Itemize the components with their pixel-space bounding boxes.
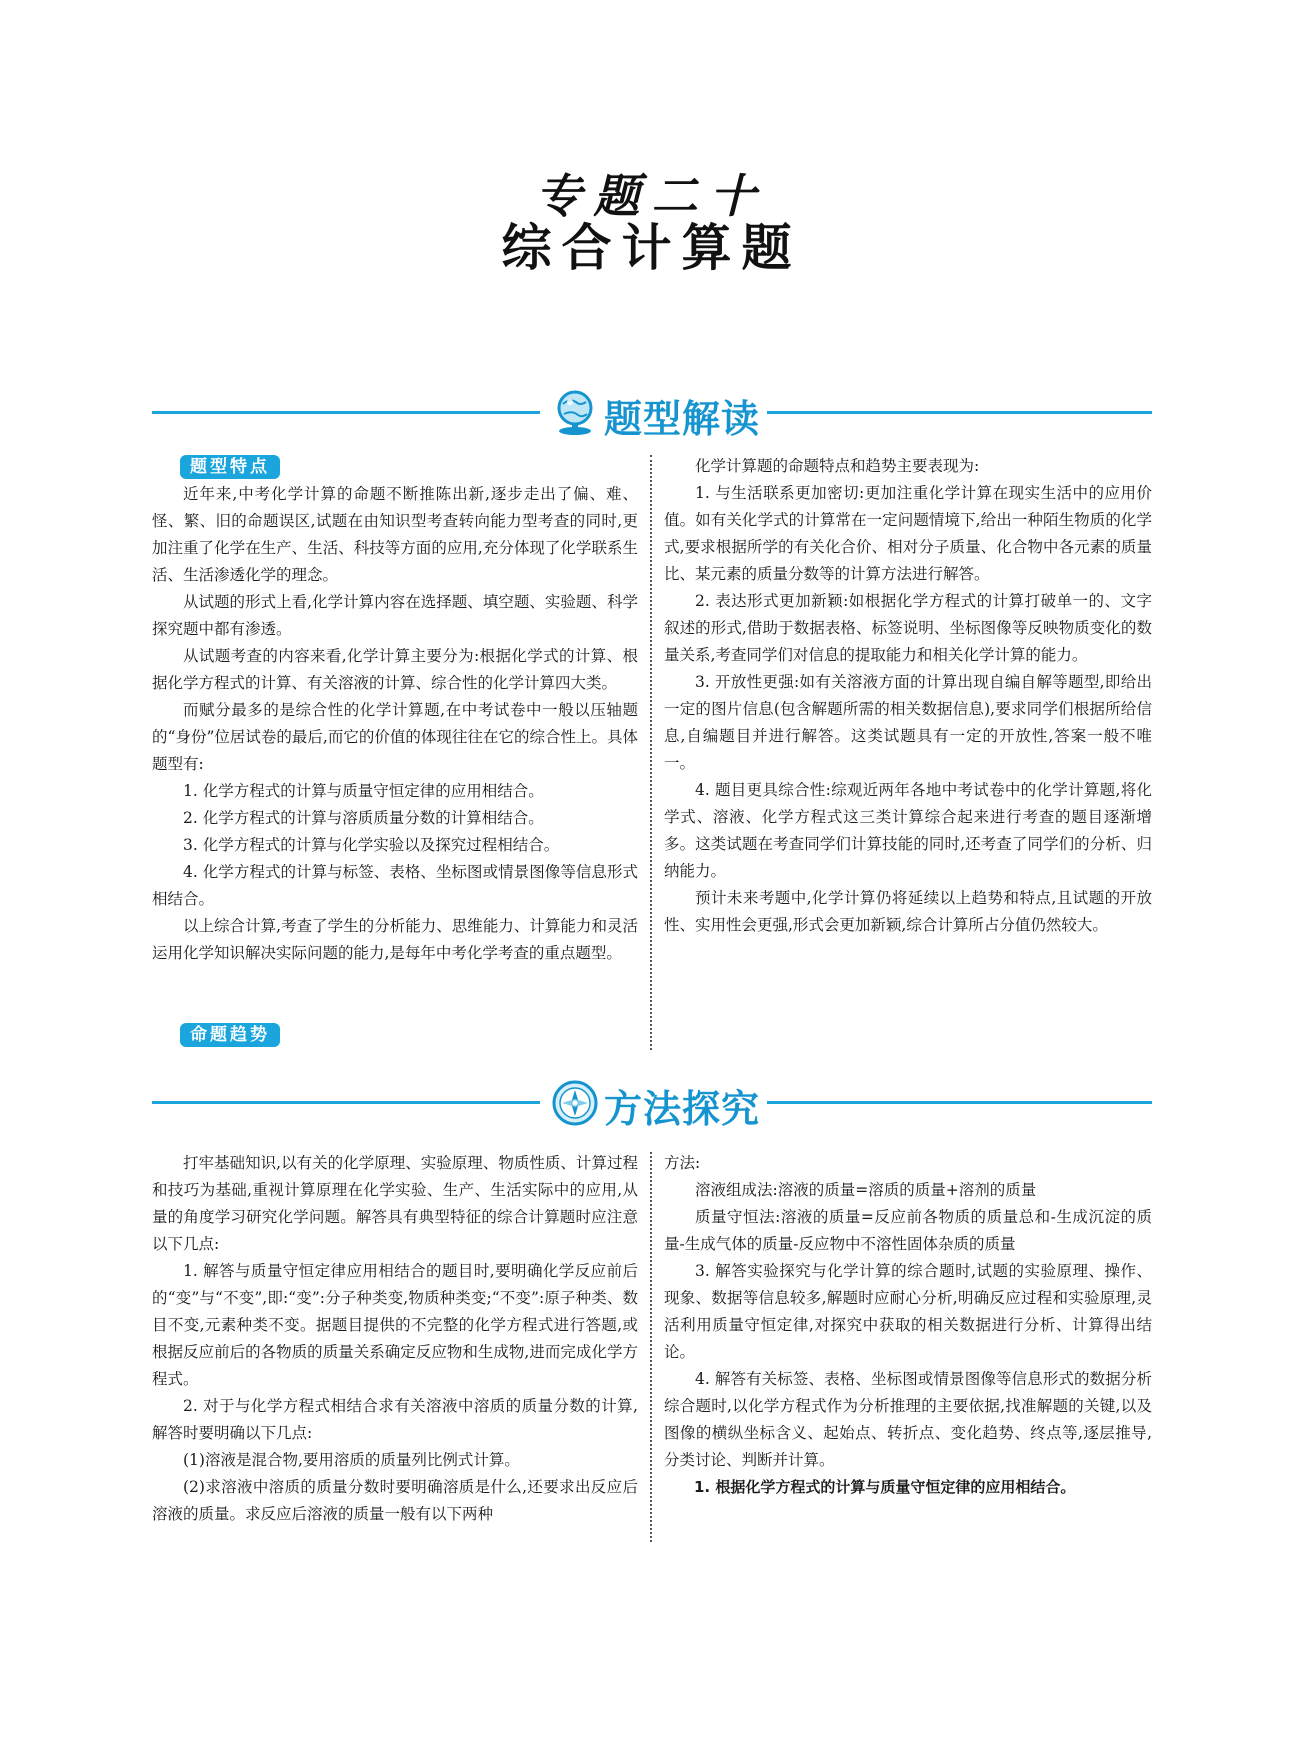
paragraph: (2)求溶液中溶质的质量分数时要明确溶质是什么,还要求出反应后溶液的质量。求反应后溶液的质量一般有以下两种 [152, 1478, 638, 1523]
paragraph: 4. 题目更具综合性:综观近两年各地中考试卷中的化学计算题,将化学式、溶液、化学方程式这三类计算综合起来进行考查的题目逐渐增多。这类试题在考查同学们计算技能的同时,还考查了同学们的分析、归纳能力。 [664, 781, 1152, 880]
paragraph: 4. 化学方程式的计算与标签、表格、坐标图或情景图像等信息形式相结合。 [152, 863, 638, 908]
column-divider [650, 1152, 652, 1542]
topic-number: 专题二十 [535, 169, 768, 223]
column-divider [650, 455, 652, 1050]
paragraph: 3. 开放性更强:如有关溶液方面的计算出现自编自解等题型,即给出一定的图片信息(包含解题所需的相关数据信息),要求同学们根据所给信息,自编题目并进行解答。这类试题具有一定的开放性,答案一般不唯一。 [664, 673, 1152, 772]
paragraph: 1. 与生活联系更加密切:更加注重化学计算在现实生活中的应用价值。如有关化学式的计算常在一定问题情境下,给出一种陌生物质的化学式,要求根据所学的有关化合价、相对分子质量、化合物中各元素的质量比、某元素的质量分数等的计算方法进行解答。 [664, 484, 1152, 583]
paragraph: 4. 解答有关标签、表格、坐标图或情景图像等信息形式的数据分析综合题时,以化学方程式作为分析推理的主要依据,找准解题的关键,以及图像的横纵坐标含义、起始点、转折点、变化趋势、终点等,逐层推导,分类讨论、判断并计算。 [664, 1370, 1152, 1469]
banner-line-right [767, 411, 1152, 414]
tag-trend: 命题趋势 [180, 1023, 280, 1047]
paragraph: 近年来,中考化学计算的命题不断推陈出新,逐步走出了偏、难、怪、繁、旧的命题误区,试题在由知识型考查转向能力型考查的同时,更加注重了化学在生产、生活、科技等方面的应用,充分体现了化学联系生活、生活渗透化学的理念。 [152, 485, 638, 584]
globe-icon [550, 388, 600, 438]
paragraph: 1. 解答与质量守恒定律应用相结合的题目时,要明确化学反应前后的“变”与“不变”,即:“变”:分子种类变,物质种类变;“不变”:原子种类、数目不变,元素种类不变。据题目提供的不完整的化学方程式进行答题,或根据反应前后的各物质的质量关系确定反应物和生成物,进而完成化学方程式。 [152, 1262, 638, 1388]
banner-line-left [152, 1101, 540, 1104]
banner-line-left [152, 411, 540, 414]
section2-left-column [152, 1150, 638, 1528]
section-banner-methods [152, 1072, 1152, 1132]
compass-icon [550, 1078, 600, 1128]
section-banner-interpretation [152, 382, 1152, 442]
paragraph: 以上综合计算,考查了学生的分析能力、思维能力、计算能力和灵活运用化学知识解决实际问题的能力,是每年中考化学考查的重点题型。 [152, 917, 638, 962]
section1-left-column [152, 481, 638, 967]
paragraph: 溶液组成法:溶液的质量=溶质的质量+溶剂的质量 [695, 1181, 1037, 1199]
paragraph: 从试题考查的内容来看,化学计算主要分为:根据化学式的计算、根据化学方程式的计算、有关溶液的计算、综合性的化学计算四大类。 [152, 647, 638, 692]
tag-features: 题型特点 [180, 455, 280, 479]
paragraph: 1. 化学方程式的计算与质量守恒定律的应用相结合。 [183, 782, 544, 800]
paragraph: (1)溶液是混合物,要用溶质的质量列比例式计算。 [183, 1451, 520, 1469]
paragraph: 打牢基础知识,以有关的化学原理、实验原理、物质性质、计算过程和技巧为基础,重视计算原理在化学实验、生产、生活实际中的应用,从量的角度学习研究化学问题。解答具有典型特征的综合计算题时应注意以下几点: [152, 1154, 638, 1253]
subheading: 1. 根据化学方程式的计算与质量守恒定律的应用相结合。 [694, 1478, 1076, 1496]
paragraph: 化学计算题的命题特点和趋势主要表现为: [695, 457, 980, 475]
paragraph: 方法: [664, 1154, 701, 1172]
section-heading: 方法探究 [604, 1087, 761, 1131]
paragraph: 2. 化学方程式的计算与溶质质量分数的计算相结合。 [183, 809, 544, 827]
paragraph: 而赋分最多的是综合性的化学计算题,在中考试卷中一般以压轴题的“身份”位居试卷的最后,而它的价值的体现往往在它的综合性上。具体题型有: [152, 701, 638, 773]
page-title: 综合计算题 [501, 219, 802, 277]
paragraph: 2. 对于与化学方程式相结合求有关溶液中溶质的质量分数的计算,解答时要明确以下几点: [152, 1397, 638, 1442]
section-heading: 题型解读 [604, 397, 761, 441]
banner-line-right [767, 1101, 1152, 1104]
paragraph: 3. 解答实验探究与化学计算的综合题时,试题的实验原理、操作、现象、数据等信息较多,解题时应耐心分析,明确反应过程和实验原理,灵活利用质量守恒定律,对探究中获取的相关数据进行分析、计算得出结论。 [664, 1262, 1152, 1361]
paragraph: 质量守恒法:溶液的质量=反应前各物质的质量总和-生成沉淀的质量-生成气体的质量-反应物中不溶性固体杂质的质量 [664, 1208, 1152, 1253]
section2-right-column [664, 1150, 1152, 1501]
paragraph: 从试题的形式上看,化学计算内容在选择题、填空题、实验题、科学探究题中都有渗透。 [152, 593, 638, 638]
paragraph: 预计未来考题中,化学计算仍将延续以上趋势和特点,且试题的开放性、实用性会更强,形式会更加新颖,综合计算所占分值仍然较大。 [664, 889, 1152, 934]
paragraph: 2. 表达形式更加新颖:如根据化学方程式的计算打破单一的、文字叙述的形式,借助于数据表格、标签说明、坐标图像等反映物质变化的数量关系,考查同学们对信息的提取能力和相关化学计算的能力。 [664, 592, 1152, 664]
paragraph: 3. 化学方程式的计算与化学实验以及探究过程相结合。 [183, 836, 560, 854]
section1-right-column [664, 453, 1152, 939]
